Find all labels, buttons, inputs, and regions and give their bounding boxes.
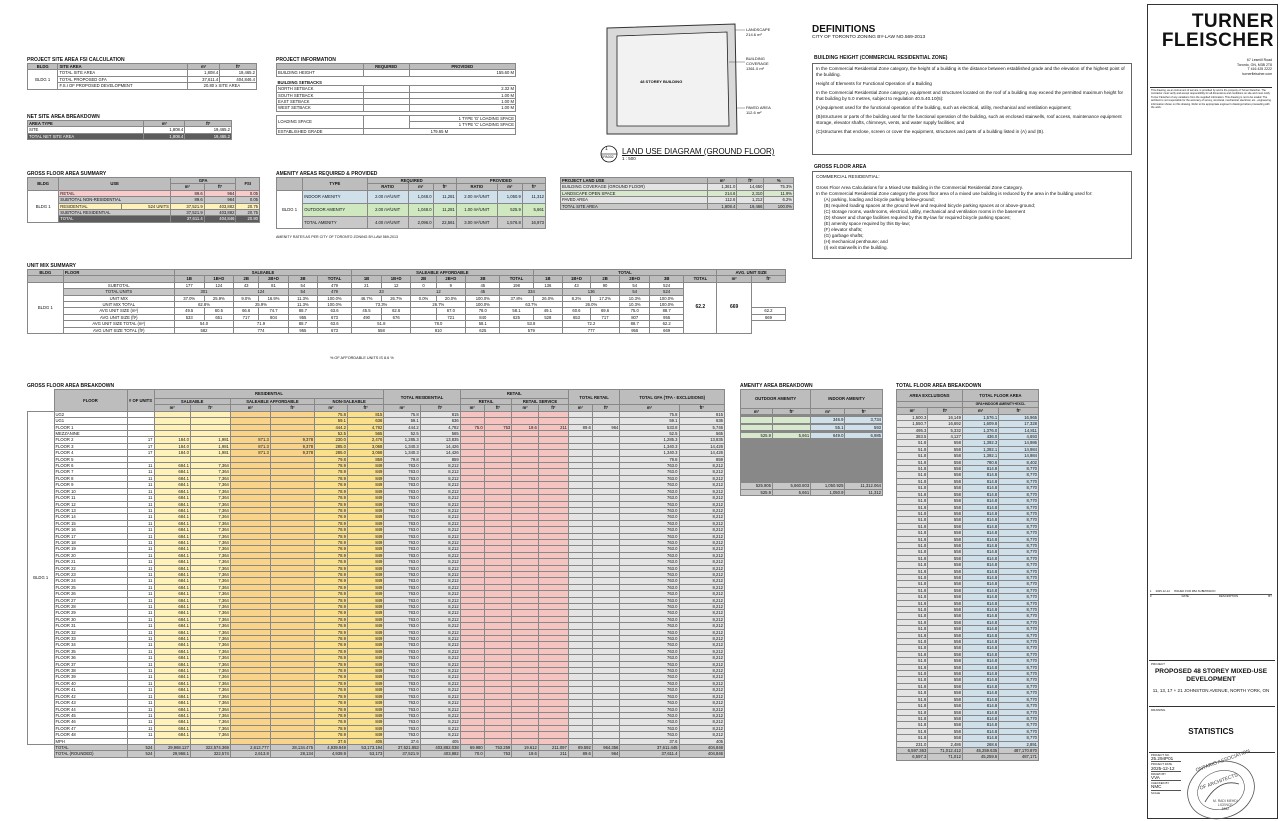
table-row: FLOOR 17 11 684.1 7,364 78.9 849 763.0 8,212 763.0 8,212 <box>55 533 723 539</box>
table-row: FLOOR 44 11 684.1 7,364 78.9 849 763.0 8,212 763.0 8,212 <box>55 706 723 712</box>
table-row: FLOOR 30 11 684.1 7,364 78.9 849 763.0 8,212 763.0 8,212 <box>55 616 723 622</box>
table-row: 51.8 558 814.8 8,770 <box>897 472 1039 478</box>
def-gfa-box: COMMERCIAL RESIDENTIAL: Gross Floor Area Calculations for a Mixed Use Building in the Commercial Residential Zone Category. In the Commercial Residential Zone category the gross floor area of a mixed use building is reduced by the area in the building used for: (A) parking, loading and bicycle parking below-ground; (B) required loading spaces at the ground level and required bicycle parking spaces at or above-ground; (C) storage rooms, washrooms, electrical, utility, mechanical and ventilation rooms in the basement (D) shower and change facilities required by this By-law for required bicycle parking spaces; (E) amenity space required by this By-law; (F) elevator shafts; (G) garbage shafts; (H) mechanical penthouse; and (I) exit stairwells in the building. <box>812 171 1132 259</box>
table-row: 51.8 558 814.8 8,770 <box>897 664 1039 670</box>
table-row: 525.9 5,661 649.0 6,985 <box>741 433 883 439</box>
table-row: 1,500.3 16,149 1,576.1 16,965 <box>897 414 1039 420</box>
projinfo-title: PROJECT INFORMATION <box>276 57 336 63</box>
gfa-breakdown-title: GROSS FLOOR AREA BREAKDOWN <box>27 383 115 389</box>
table-row: FLOOR 47 11 684.1 7,364 78.9 849 763.0 8,212 763.0 8,212 <box>55 725 723 731</box>
drawing-name: STATISTICS <box>1188 727 1234 736</box>
diagram-title: LAND USE DIAGRAM (GROUND FLOOR) <box>622 147 775 156</box>
table-row: 51.8 558 814.8 8,770 <box>897 651 1039 657</box>
unitmix-row: UNIT MIX TOTAL 62.8% 25.9% 11.3% 100.0% 73.3% 26.7% 100.0% 63.7% 26.0% 10.3% 100.0% <box>28 302 786 308</box>
table-row: MEZZANINE 52.5 565 52.5 565 52.5 565 <box>55 431 723 437</box>
table-row: 495.3 5,332 1,376.0 14,811 <box>897 427 1039 433</box>
table-row: FLOOR 12 11 684.1 7,364 78.9 849 763.0 8,212 763.0 8,212 <box>55 501 723 507</box>
def-height-box: In the Commercial Residential Zone category, the height of a building is the distance between established grade and the elevation of the highest point of the building. Height of Elements for Functional Operation of a Building In the Commercial Residential Zone category, equipment and structures located on the roof of a building may exceed the permitted maximum height for that building by 5.0 metres, subject to regulation 40.5.40.10(5): (A)equipment used for the functional operation of the building, such as electrical, utility, mechanical and ventilation equipment; (B)structures or parts of the building used for the functional operation of the building, such as enclosed stairwells, roof access, maintenance equipment storage, elevator shafts, chimneys, vents, and water supply facilities; and (C)structures that enclose, screen or cover the equipment, structures and parts of a building listed in (A) and (B). <box>812 63 1132 155</box>
tfa-breakdown-table: AREA EXCLUSIONS TOTAL FLOOR AREA GFA+INDOOR AMENITY+EXCL m² ft² m² ft² 1,500.3 16,149 1,576.1 16,965 1,550.7 16,692 1,609.8 17,328 495.3 5,332 1,376.0 14,811 383.5 4,127 436.0 4,693 51.8 558 1,392.3 14,986 51.8 558 1,392.1 14,984 51.8 558 1,392.1 14,984 51.8 558 780.6 8,402 51.8 558 814.8 8,770 51.8 558 814.8 8,770 51.8 558 814.8 8,770 51.8 558 814.8 8,770 51.8 558 814.8 8,770 51.8 558 814.8 8,770 51.8 558 814.8 8,770 51.8 558 814.8 8,770 51.8 558 814.8 8,770 51.8 558 814.8 8,770 51.8 558 814.8 8,770 51.8 558 814.8 8,770 51.8 558 814.8 8,770 51.8 558 814.8 8,770 51.8 558 814.8 8,770 51.8 558 814.8 8,770 51.8 558 814.8 8,770 51.8 558 814.8 8,770 51.8 558 814.8 8,770 51.8 558 814.8 8,770 51.8 558 814.8 8,770 51.8 558 814.8 8,770 51.8 558 814.8 8,770 51.8 558 814.8 8,770 51.8 558 814.8 8,770 51.8 558 814.8 8,770 51.8 558 814.8 8,770 51.8 558 814.8 8,770 51.8 558 814.8 8,770 51.8 558 814.8 8,770 51.8 558 814.8 8,770 51.8 558 814.8 8,770 51.8 558 814.8 8,770 51.8 558 814.8 8,770 51.8 558 814.8 8,770 51.8 558 814.8 8,770 51.8 558 814.8 8,770 51.8 558 814.8 8,770 51.8 558 814.8 8,770 51.8 558 814.8 8,770 51.8 558 814.8 8,770 51.8 558 814.8 8,770 51.8 558 814.8 8,770 231.0 2,486 268.6 2,891 6,597.363 71,012.412 45,259.635 487,170.870 6,597.3 71,012 45,259.6 487,171 <box>896 389 1039 761</box>
table-row: 51.8 558 814.8 8,770 <box>897 619 1039 625</box>
table-row: FLOOR 48 11 684.1 7,364 78.9 849 763.0 8,212 763.0 8,212 <box>55 732 723 738</box>
diagram-building-label: 48 STOREY BUILDING <box>640 79 683 84</box>
definitions-title: DEFINITIONS <box>812 24 876 35</box>
table-row: 51.8 558 814.8 8,770 <box>897 568 1039 574</box>
table-row: FLOOR 27 11 684.1 7,364 78.9 849 763.0 8,212 763.0 8,212 <box>55 597 723 603</box>
unitmix-row: AVG UNIT SIZE TOTAL (ft²) 582 774 955 673 558 810 625 579 777 955 669 <box>28 327 786 333</box>
table-row: FLOOR 23 11 684.1 7,364 78.9 849 763.0 8,212 763.0 8,212 <box>55 571 723 577</box>
project-address: 11, 13, 17 + 21 JOHNSTON AVENUE, NORTH YORK, ON <box>1152 688 1270 693</box>
table-row: 51.8 558 814.8 8,770 <box>897 587 1039 593</box>
table-row: FLOOR 32 11 684.1 7,364 78.9 849 763.0 8,212 763.0 8,212 <box>55 629 723 635</box>
unitmix-row: AVG UNIT SIZE TOTAL (m²) 54.0 71.9 88.7 63.6 51.8 78.0 58.1 53.8 72.2 88.7 62.2 <box>28 321 786 327</box>
table-row: FLOOR 8 11 684.1 7,364 78.9 849 763.0 8,212 763.0 8,212 <box>55 475 723 481</box>
table-row: 51.8 558 1,392.3 14,986 <box>897 440 1039 446</box>
table-row: 51.8 558 814.8 8,770 <box>897 530 1039 536</box>
table-row: 51.8 558 814.8 8,770 <box>897 715 1039 721</box>
table-row: FLOOR 28 11 684.1 7,364 78.9 849 763.0 8,212 763.0 8,212 <box>55 604 723 609</box>
unitmix-row: TOTAL UNITS 301 124 54 479 33 12 45 334 136 54 524 <box>28 289 786 295</box>
table-row: FLOOR 34 11 684.1 7,364 78.9 849 763.0 8,212 763.0 8,212 <box>55 642 723 648</box>
table-row: FLOOR 31 11 684.1 7,364 78.9 849 763.0 8,212 763.0 8,212 <box>55 623 723 629</box>
table-row: 51.8 558 814.8 8,770 <box>897 549 1039 555</box>
table-row: 51.8 558 814.8 8,770 <box>897 510 1039 516</box>
table-row: FLOOR 14 11 684.1 7,364 78.9 849 763.0 8,212 763.0 8,212 <box>55 514 723 520</box>
amenity-breakdown-title: AMENITY AREA BREAKDOWN <box>740 383 813 389</box>
unitmix-row: UNIT MIX 37.0% 25.9% 9.0% 16.9% 11.3% 100.0% 46.7% 26.7% 0.0% 20.0% 100.0% 37.8% 26.0% 8.2% 17.2% 10.3% 100.0% <box>28 295 786 301</box>
table-row: FLOOR 19 11 684.1 7,364 78.9 849 763.0 8,212 763.0 8,212 <box>55 546 723 552</box>
land-use-diagram <box>595 22 785 162</box>
table-row: 51.8 558 814.8 8,770 <box>897 607 1039 613</box>
table-row: FLOOR 36 11 684.1 7,364 78.9 849 763.0 8,212 763.0 8,212 <box>55 655 723 661</box>
table-row: FLOOR 7 11 684.1 7,364 78.9 849 763.0 8,212 763.0 8,212 <box>55 469 723 475</box>
table-row: FLOOR 26 11 684.1 7,364 78.9 849 763.0 8,212 763.0 8,212 <box>55 591 723 597</box>
table-row: 51.8 558 814.8 8,770 <box>897 728 1039 734</box>
table-row: BLDG 1 UG2 75.8 815 75.8 815 75.8 815 <box>28 411 725 417</box>
table-row: FLOOR 46 11 684.1 7,364 78.9 849 763.0 8,212 763.0 8,212 <box>55 719 723 725</box>
table-row: TOTAL 524 29,968.127 322,574.369 2,613.777 28,134.475 4,939.949 53,173.194 37,521.853 403,882.038 69.980 753.259 19.612 211.097 89.592 964.356 37,611.445 404,846 <box>28 744 725 750</box>
table-row: 51.8 558 814.8 8,770 <box>897 466 1039 472</box>
table-row: 51.8 558 780.6 8,402 <box>897 459 1039 465</box>
def-height-title: BUILDING HEIGHT (COMMERCIAL RESIDENTIAL ZONE) <box>814 55 948 61</box>
table-row: 51.8 558 814.8 8,770 <box>897 498 1039 504</box>
projinfo-table: REQUIRED PROVIDED BUILDING HEIGHT 155.60 M BUILDING SETBACKS NORTH SETBACK 2.32 M SOUTH SETBACK 1.00 M EAST SETBACK 1.00 M WEST SETBACK 1.00 M LOADING SPACE 1 TYPE 'G' LOADING SPACE 1 TYPE 'C' LOADING SPACE ESTABLISHED GRADE 179.65 M <box>277 64 514 134</box>
table-row: TOTAL (ROUNDED) 524 29,968.1 322,574 2,613.8 28,134 4,939.9 53,173 37,521.9 403,882 70.0 753 19.6 211 89.6 964 37,611.4 404,846 <box>28 751 725 757</box>
table-row: 231.0 2,486 268.6 2,891 <box>897 741 1039 747</box>
table-row: 51.8 558 814.8 8,770 <box>897 626 1039 632</box>
netsite-table: AREA TYPE m² ft² SITE 1,808.4 19,465.2 TOTAL NET SITE AREA 1,808.4 19,465.2 <box>29 121 230 139</box>
table-row: 51.8 558 814.8 8,770 <box>897 671 1039 677</box>
gfa-summary-title: GROSS FLOOR AREA SUMMARY <box>27 171 107 177</box>
seal-name: M. RADI MEHDI LICENCE 8482 <box>1213 799 1238 811</box>
table-row: FLOOR 1 444.2 4,782 444.2 4,782 75.0 753 19.6 211 89.6 964 533.8 5,746 <box>55 424 723 430</box>
seal-mid: OF ARCHITECTS <box>1199 772 1239 792</box>
table-row: 51.8 558 814.8 8,770 <box>897 690 1039 696</box>
amenity-title: AMENITY AREAS REQUIRED & PROVIDED <box>276 171 378 177</box>
table-row: FLOOR 10 11 684.1 7,364 78.9 849 763.0 8,212 763.0 8,212 <box>55 488 723 494</box>
table-row: 51.8 558 814.8 8,770 <box>897 485 1039 491</box>
disclaimer: This drawing, as an instrument of service, is provided by and is the property of Turner Fleischer. The contractor must verify and accept responsibility for all dimensions and conditions on site and must notify Turner Fleischer of any variations from the supplied information. This drawing is not to be scaled. The architect is not responsible for the accuracy of survey, structural, mechanical, electrical, etc., engineering information shown on this drawing. Refer to the appropriate engineer's drawings before proceeding with the work. <box>1151 89 1271 110</box>
table-row: FLOOR 38 11 684.1 7,364 78.9 849 763.0 8,212 763.0 8,212 <box>55 668 723 674</box>
table-row: 51.8 558 814.8 8,770 <box>897 581 1039 587</box>
table-row: 51.8 558 814.8 8,770 <box>897 639 1039 645</box>
table-row: 51.8 558 814.8 8,770 <box>897 536 1039 542</box>
table-row: FLOOR 40 11 684.1 7,364 78.9 849 763.0 8,212 763.0 8,212 <box>55 680 723 686</box>
table-row: FLOOR 39 11 684.1 7,364 78.9 849 763.0 8,212 763.0 8,212 <box>55 674 723 680</box>
gfa-summary-table: BLDG USE GFA FSI m² ft² BLDG 1 RETAIL 89.6 964 0.05 SUBTOTAL NON-RESIDENTIAL 89.6 964 0.05 RESIDENTIAL 524 UNITS 37,521.9 403,882 20.75 SUBTOTAL RESIDENTIAL 37,521.9 403,882 20.75 TOTAL 37,611.4 404,846 20.80 <box>27 177 260 223</box>
brand-logo: TURNER FLEISCHER <box>1161 11 1274 51</box>
table-row: FLOOR 42 11 684.1 7,364 78.9 849 763.0 8,212 763.0 8,212 <box>55 693 723 699</box>
unitmix-title: UNIT MIX SUMMARY <box>27 263 76 269</box>
table-row: 51.8 558 814.8 8,770 <box>897 613 1039 619</box>
amenity-table: TYPE REQUIRED PROVIDED RATIO m² ft² RATIO m² ft² BLDG 1 INDOOR AMENITY 2.00 m²/UNIT 1,048.0 11,281 2.00 m²/UNIT 1,050.9 11,312 OUTDOOR AMENITY 2.00 m²/UNIT 1,048.0 11,281 1.00 m²/UNIT 525.9 5,661 TOTAL AMENITY 4.00 m²/UNIT 2,096.0 22,561 3.00 m²/UNIT 1,576.8 16,973 <box>276 177 546 229</box>
table-row: FLOOR 24 11 684.1 7,364 78.9 849 763.0 8,212 763.0 8,212 <box>55 578 723 584</box>
table-row: FLOOR 6 11 684.1 7,364 78.9 849 763.0 8,212 763.0 8,212 <box>55 463 723 469</box>
diagram-callout-icon <box>600 145 618 163</box>
amenity-breakdown-table: OUTDOOR AMENITY INDOOR AMENITY m² ft² m² ft² 346.9 3,734 55.1 593 525.9 5,661 649.0 6,985 525.905 5,660.803 1,050.925 11,312.064 525.9 5,661 1,050.9 11,312 <box>740 389 883 496</box>
table-row: 51.8 558 814.8 8,770 <box>897 491 1039 497</box>
table-row: FLOOR 13 11 684.1 7,364 78.9 849 763.0 8,212 763.0 8,212 <box>55 507 723 513</box>
table-row: FLOOR 43 11 684.1 7,364 78.9 849 763.0 8,212 763.0 8,212 <box>55 700 723 706</box>
table-row: FLOOR 22 11 684.1 7,364 78.9 849 763.0 8,212 763.0 8,212 <box>55 565 723 571</box>
table-row: 51.8 558 814.8 8,770 <box>897 504 1039 510</box>
table-row: FLOOR 3 17 184.0 1,981 871.3 9,378 285.0 3,068 1,340.3 14,426 1,340.3 14,426 <box>55 443 723 449</box>
landuse-table: PROJECT LAND USE m² ft² % BUILDING COVERAGE (GROUND FLOOR) 1,361.0 14,650 75.3% LANDSCAPE OPEN SPACE 214.6 2,310 11.9% PAVED AREA 112.6 1,212 6.2% TOTAL SITE AREA 1,808.4 19,466 100.0% <box>562 178 792 209</box>
fsi-table: BLDG SITE AREA m² ft² BLDG 1 TOTAL SITE AREA 1,808.4 19,465.2 TOTAL PROPOSED GFA 37,611.4 404,846.4 F.S.I OF PROPOSED DEVELOPMENT 20.80 x SITE AREA <box>27 63 257 90</box>
table-row: 51.8 558 814.8 8,770 <box>897 703 1039 709</box>
definitions-subtitle: CITY OF TORONTO ZONING BY-LAW NO.569-2013 <box>812 35 926 40</box>
table-row: FLOOR 16 11 684.1 7,364 78.9 849 763.0 8,212 763.0 8,212 <box>55 527 723 533</box>
table-row: 51.8 558 814.8 8,770 <box>897 562 1039 568</box>
table-row: 346.9 3,734 <box>741 417 883 423</box>
table-row: 51.8 558 1,392.1 14,984 <box>897 453 1039 459</box>
table-row: UG1 59.1 636 59.1 636 59.1 636 <box>55 418 723 424</box>
table-row: 51.8 558 814.8 8,770 <box>897 683 1039 689</box>
tfa-breakdown-title: TOTAL FLOOR AREA BREAKDOWN <box>896 383 982 389</box>
unitmix-row: AVG UNIT SIZE (ft²) 533 651 717 804 955 673 490 676 721 840 625 528 653 717 807 955 669 <box>28 314 786 320</box>
table-row: 51.8 558 814.8 8,770 <box>897 478 1039 484</box>
unitmix-note: % OF AFFORDABLE UNITS IS 8.6 % <box>330 356 394 360</box>
table-row: 51.8 558 814.8 8,770 <box>897 555 1039 561</box>
table-row: 55.1 593 <box>741 424 883 430</box>
table-row: MPH 37.6 405 37.6 405 37.6 405 <box>55 738 723 744</box>
amenity-note: AMENITY RATES AS PER CITY OF TORONTO ZONING BY-LAW 569-2013 <box>276 235 398 239</box>
table-row: 51.8 558 814.8 8,770 <box>897 600 1039 606</box>
drawing-label: DRAWING <box>1151 708 1166 712</box>
table-row: 51.8 558 814.8 8,770 <box>897 658 1039 664</box>
table-row: FLOOR 37 11 684.1 7,364 78.9 849 763.0 8,212 763.0 8,212 <box>55 661 723 667</box>
project-label: PROJECT <box>1151 662 1166 666</box>
table-row: 51.8 558 814.8 8,770 <box>897 542 1039 548</box>
table-row: 51.8 558 814.8 8,770 <box>897 735 1039 741</box>
table-row: 51.8 558 814.8 8,770 <box>897 645 1039 651</box>
table-row: FLOOR 11 11 684.1 7,364 78.9 849 763.0 8,212 763.0 8,212 <box>55 495 723 501</box>
table-row: FLOOR 45 11 684.1 7,364 78.9 849 763.0 8,212 763.0 8,212 <box>55 712 723 718</box>
gfa-breakdown-table: FLOOR # OF UNITS RESIDENTIAL TOTAL RESIDENTIAL RETAIL TOTAL RETAIL TOTAL GFA (TFA - EXCLUSIONS) SALEABLE SALEABLE AFFORDABLE NON-SALEABLE RETAIL RETAIL SERVICE m² ft² m² ft² m² ft² m² ft² m² ft² m² ft² m² ft² m² ft² BLDG 1 UG2 75.8 815 75.8 815 75.8 815 UG1 59.1 636 59.1 636 59.1 636 FLOOR 1 444.2 4,782 444.2 4,782 75.0 753 19.6 211 89.6 964 533.8 5,746 MEZZANINE 52.5 565 52.5 565 52.5 565 FLOOR 2 17 184.0 1,981 871.3 9,378 230.0 2,476 1,285.3 13,835 1,285.3 13,835 FLOOR 3 17 184.0 1,981 871.3 9,378 285.0 3,068 1,340.3 14,426 1,340.3 14,426 FLOOR 4 17 184.0 1,981 871.3 9,378 285.0 3,068 1,340.3 14,426 1,340.3 14,426 FLOOR 5 79.8 859 79.8 859 79.8 859 FLOOR 6 11 684.1 7,364 78.9 849 763.0 8,212 763.0 8,212 FLOOR 7 11 684.1 7,364 78.9 849 763.0 8,212 763.0 8,212 FLOOR 8 11 684.1 7,364 78.9 849 763.0 8,212 763.0 8,212 FLOOR 9 11 684.1 7,364 78.9 849 763.0 8,212 763.0 8,212 FLOOR 10 11 684.1 7,364 78.9 849 763.0 8,212 763.0 8,212 FLOOR 11 11 684.1 7,364 78.9 849 763.0 8,212 763.0 8,212 FLOOR 12 11 684.1 7,364 78.9 849 763.0 8,212 763.0 8,212 FLOOR 13 11 684.1 7,364 78.9 849 763.0 8,212 763.0 8,212 FLOOR 14 11 684.1 7,364 78.9 849 763.0 8,212 763.0 8,212 FLOOR 15 11 684.1 7,364 78.9 849 763.0 8,212 763.0 8,212 FLOOR 16 11 684.1 7,364 78.9 849 763.0 8,212 763.0 8,212 FLOOR 17 11 684.1 7,364 78.9 849 763.0 8,212 763.0 8,212 FLOOR 18 11 684.1 7,364 78.9 849 763.0 8,212 763.0 8,212 FLOOR 19 11 684.1 7,364 78.9 849 763.0 8,212 763.0 8,212 FLOOR 20 11 684.1 7,364 78.9 849 763.0 8,212 763.0 8,212 FLOOR 21 11 684.1 7,364 78.9 849 763.0 8,212 763.0 8,212 FLOOR 22 11 684.1 7,364 78.9 849 763.0 8,212 763.0 8,212 FLOOR 23 11 684.1 7,364 78.9 849 763.0 8,212 763.0 8,212 FLOOR 24 11 684.1 7,364 78.9 849 763.0 8,212 763.0 8,212 FLOOR 25 11 684.1 7,364 78.9 849 763.0 8,212 763.0 8,212 FLOOR 26 11 684.1 7,364 78.9 849 763.0 8,212 763.0 8,212 FLOOR 27 11 684.1 7,364 78.9 849 763.0 8,212 763.0 8,212 FLOOR 28 11 684.1 7,364 78.9 849 763.0 8,212 763.0 8,212 FLOOR 29 11 684.1 7,364 78.9 849 763.0 8,212 763.0 8,212 FLOOR 30 11 684.1 7,364 78.9 849 763.0 8,212 763.0 8,212 FLOOR 31 11 684.1 7,364 78.9 849 763.0 8,212 763.0 8,212 FLOOR 32 11 684.1 7,364 78.9 849 763.0 8,212 763.0 8,212 FLOOR 33 11 684.1 7,364 78.9 849 763.0 8,212 763.0 8,212 FLOOR 34 11 684.1 7,364 78.9 849 763.0 8,212 763.0 8,212 FLOOR 35 11 684.1 7,364 78.9 849 763.0 8,212 763.0 8,212 FLOOR 36 11 684.1 7,364 78.9 849 763.0 8,212 763.0 8,212 FLOOR 37 11 684.1 7,364 78.9 849 763.0 8,212 763.0 8,212 FLOOR 38 11 684.1 7,364 78.9 849 763.0 8,212 763.0 8,212 FLOOR 39 11 684.1 7,364 78.9 849 763.0 8,212 763.0 8,212 FLOOR 40 11 684.1 7,364 78.9 849 763.0 8,212 763.0 8,212 FLOOR 41 11 684.1 7,364 78.9 849 763.0 8,212 763.0 8,212 FLOOR 42 11 684.1 7,364 78.9 849 763.0 8,212 763.0 8,212 FLOOR 43 11 684.1 7,364 78.9 849 763.0 8,212 763.0 8,212 FLOOR 44 11 684.1 7,364 78.9 849 763.0 8,212 763.0 8,212 FLOOR 45 11 684.1 7,364 78.9 849 763.0 8,212 763.0 8,212 FLOOR 46 11 684.1 7,364 78.9 849 763.0 8,212 763.0 8,212 FLOOR 47 11 684.1 7,364 78.9 849 763.0 8,212 763.0 8,212 FLOOR 48 11 684.1 7,364 78.9 849 763.0 8,212 763.0 8,212 MPH 37.6 405 37.6 405 37.6 405 TOTAL 524 29,968.127 322,574.369 2,613.777 28,134.475 4,939.949 53,173.194 37,521.853 403,882.038 69.980 753.259 19.612 211.097 89.592 964.356 37,611.445 404,846 TOTAL (ROUNDED) 524 29,968.1 322,574 2,613.8 28,134 4,939.9 53,173 37,521.9 403,882 70.0 753 19.6 211 89.6 964 37,611.4 404,846 <box>27 389 725 758</box>
table-row: 51.8 558 814.8 8,770 <box>897 517 1039 523</box>
table-row: FLOOR 33 11 684.1 7,364 78.9 849 763.0 8,212 763.0 8,212 <box>55 636 723 642</box>
revision-table: 1 2025-12-12 ISSUED FOR ZBA SUBMISSION # DATE DESCRIPTION BY <box>1150 589 1272 598</box>
seal-top: ONTARIO ASSOCIATION <box>1195 748 1251 774</box>
table-row: FLOOR 18 11 684.1 7,364 78.9 849 763.0 8,212 763.0 8,212 <box>55 539 723 545</box>
table-row: FLOOR 41 11 684.1 7,364 78.9 849 763.0 8,212 763.0 8,212 <box>55 687 723 693</box>
project-fields: PROJECT NO. 25.294P01 PROJECT DATE 2025-12-12 DRAWN BY VVA CHECKED BY NMC SCALE <box>1151 753 1181 795</box>
table-row: 51.8 558 814.8 8,770 <box>897 594 1039 600</box>
fsi-title: PROJECT SITE AREA FSI CALCULATION <box>27 57 125 63</box>
project-name: PROPOSED 48 STOREY MIXED-USE DEVELOPMENT <box>1154 668 1268 683</box>
unitmix-table: BLDG FLOOR SALEABLE SALEABLE AFFORDABLE TOTAL AVG. UNIT SIZE 1B 1B+D 2B 2B+D 3B TOTAL 1B 1B+D 2B 2B+D 3B TOTAL 1B 1B+D 2B 2B+D 3B TOTAL m² ft² BLDG 1 SUBTOTAL 177 124 43 81 54 479 21 12 0 9 45 198 136 43 90 54 524 62.2 669 TOTAL UNITS 301 124 54 479 33 12 45 334 136 54 524 UNIT MIX 37.0% 25.9% 9.0% 16.9% 11.3% 100.0% 46.7% 26.7% 0.0% 20.0% 100.0% 37.8% 26.0% 8.2% 17.2% 10.3% 100.0% UNIT MIX TOTAL 62.8% 25.9% 11.3% 100.0% 73.3% 26.7% 100.0% 63.7% 26.0% 10.3% 100.0% AVG UNIT SIZE (m²) 49.5 60.5 66.6 74.7 88.7 63.6 45.5 62.6 67.0 78.0 58.1 49.1 60.6 69.6 75.0 88.7 62.2 AVG UNIT SIZE (ft²) 533 651 717 804 955 673 490 676 721 840 625 528 653 717 807 955 669 AVG UNIT SIZE TOTAL (m²) 54.0 71.9 88.7 63.6 51.8 78.0 58.1 53.8 72.2 88.7 62.2 AVG UNIT SIZE TOTAL (ft²) 582 774 955 673 558 810 625 579 777 955 669 <box>27 269 786 334</box>
unitmix-row: AVG UNIT SIZE (m²) 49.5 60.5 66.6 74.7 88.7 63.6 45.5 62.6 67.0 78.0 58.1 49.1 60.6 69.6 75.0 88.7 62.2 <box>28 308 786 314</box>
title-block <box>1147 4 1278 819</box>
table-row: 51.8 558 1,392.1 14,984 <box>897 446 1039 452</box>
table-row: 383.5 4,127 436.0 4,693 <box>897 434 1039 440</box>
table-row: FLOOR 2 17 184.0 1,981 871.3 9,378 230.0 2,476 1,285.3 13,835 1,285.3 13,835 <box>55 437 723 443</box>
diagram-label-coverage: BUILDING COVERAGE 1361.0 m² <box>746 56 769 71</box>
table-row: FLOOR 21 11 684.1 7,364 78.9 849 763.0 8,212 763.0 8,212 <box>55 559 723 565</box>
table-row: FLOOR 20 11 684.1 7,364 78.9 849 763.0 8,212 763.0 8,212 <box>55 552 723 558</box>
table-row: 51.8 558 814.8 8,770 <box>897 696 1039 702</box>
table-row: 51.8 558 814.8 8,770 <box>897 677 1039 683</box>
table-row: FLOOR 9 11 684.1 7,364 78.9 849 763.0 8,212 763.0 8,212 <box>55 482 723 488</box>
table-row: FLOOR 29 11 684.1 7,364 78.9 849 763.0 8,212 763.0 8,212 <box>55 610 723 616</box>
def-gfa-title: GROSS FLOOR AREA <box>814 164 867 170</box>
table-row: 51.8 558 814.8 8,770 <box>897 632 1039 638</box>
table-row: 51.8 558 814.8 8,770 <box>897 574 1039 580</box>
diagram-label-paved: PAVED AREA 112.6 m² <box>746 105 771 115</box>
netsite-title: NET SITE AREA BREAKDOWN <box>27 114 100 120</box>
unitmix-row: BLDG 1 SUBTOTAL 177 124 43 81 54 479 21 12 0 9 45 198 136 43 90 54 524 62.2 669 <box>28 282 786 288</box>
table-row: 51.8 558 814.8 8,770 <box>897 523 1039 529</box>
table-row: FLOOR 15 11 684.1 7,364 78.9 849 763.0 8,212 763.0 8,212 <box>55 520 723 526</box>
diagram-ref: SPA002 <box>601 155 614 159</box>
diagram-num: 1 <box>605 146 608 152</box>
diagram-label-landscape: LANDSCAPE 214.6 m² <box>746 27 771 37</box>
brand-address: 67 Lesmill Road Toronto, ON, M3B 2T8 T 416 425 2222 turnerfleischer.com <box>1236 58 1272 76</box>
table-row: 51.8 558 814.8 8,770 <box>897 722 1039 728</box>
table-row: 1,550.7 16,692 1,609.8 17,328 <box>897 421 1039 427</box>
table-row: FLOOR 5 79.8 859 79.8 859 79.8 859 <box>55 456 723 462</box>
table-row: FLOOR 25 11 684.1 7,364 78.9 849 763.0 8,212 763.0 8,212 <box>55 584 723 590</box>
table-row: 51.8 558 814.8 8,770 <box>897 709 1039 715</box>
table-row: FLOOR 35 11 684.1 7,364 78.9 849 763.0 8,212 763.0 8,212 <box>55 648 723 654</box>
diagram-scale: 1 : 500 <box>622 156 636 161</box>
table-row: FLOOR 4 17 184.0 1,981 871.3 9,378 285.0 3,068 1,340.3 14,426 1,340.3 14,426 <box>55 450 723 456</box>
